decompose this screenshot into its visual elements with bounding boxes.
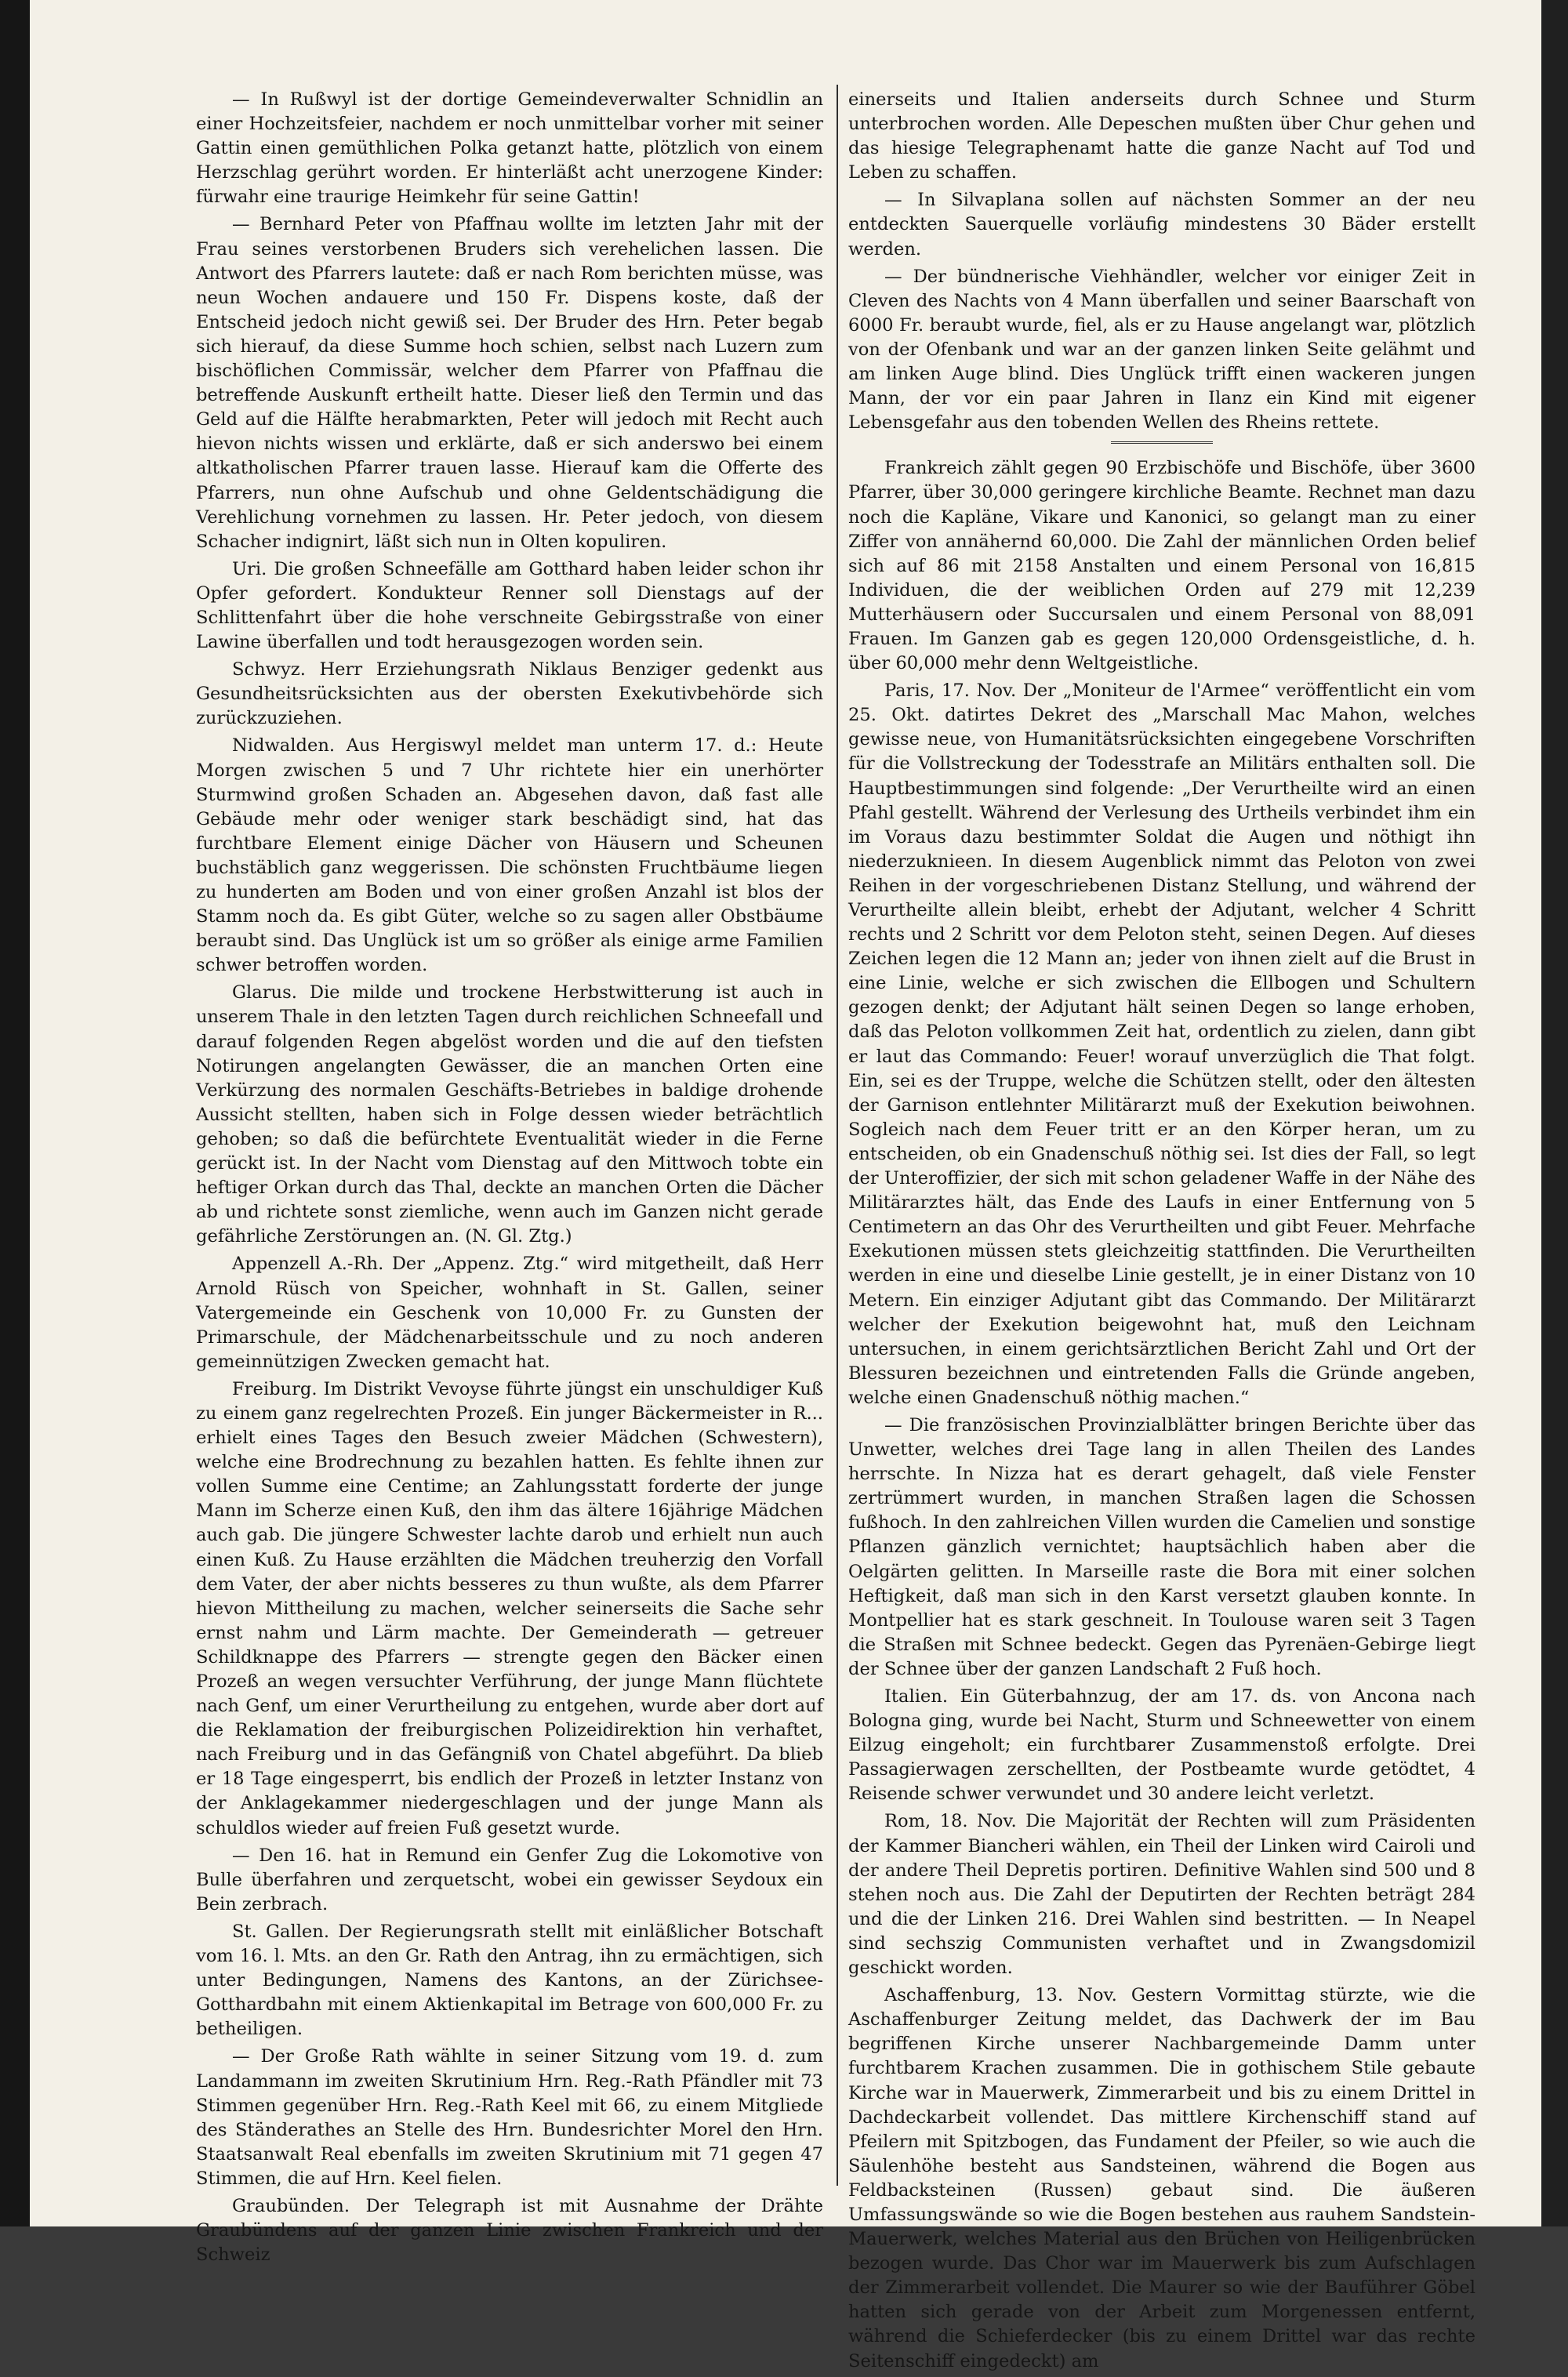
article-nidwalden: Nidwalden. Aus Hergiswyl meldet man unterm 17. d.: Heute Morgen zwischen 5 und 7 Uhr richtete hier ein unerhörter Sturmwind großen Schaden an. Abgesehen davon, daß fast alle Gebäude mehr oder weniger stark beschädigt sind, hat das furchtbare Element einige Dächer von Häusern und Scheunen buchstäblich ganz weggerissen. Die schönsten Fruchtbäume liegen zu hunderten am Boden und von einer großen Anzahl ist blos der Stamm noch da. Es gibt Güter, welche so zu sagen aller Obstbäume beraubt sind. Das Unglück ist um so größer als einige arme Familien schwer betroffen worden. [196,735,823,976]
article-viehhaendler: — Der bündnerische Viehhändler, welcher vor einiger Zeit in Cleven des Nachts von 4 Mann überfallen und seiner Baarschaft von 6000 Fr. beraubt wurde, fiel, als er zu Hause angelangt war, plötzlich von der Ofenbank und war an der ganzen linken Seite gelähmt und am linken Auge blind. Dies Unglück trifft einen wackeren jungen Mann, der vor ein paar Jahren in Ilanz ein Kind mit eigener Lebensgefahr aus den tobenden Wellen des Rheins rettete. [848,266,1475,434]
article-graubuenden-continued: einerseits und Italien anderseits durch Schnee und Sturm unterbrochen worden. Alle Depeschen mußten über Chur gehen und das hiesige Telegraphenamt hatte die ganze Nacht auf Tod und Leben zu schaffen. [848,89,1475,183]
article-paris: Paris, 17. Nov. Der „Moniteur de l'Armee“ veröffentlicht ein vom 25. Okt. datirtes Dekret des „Marschall Mac Mahon, welches gewisse neue, von Humanitätsrücksichten eingegebene Vorschriften für die Vollstreckung der Todesstrafe an Militärs enthalten soll. Die Hauptbestimmungen sind folgende: „Der Verurtheilte wird an einen Pfahl gestellt. Während der Verlesung des Urtheils verbindet ihm ein im Voraus dazu bestimmter Soldat die Augen und nöthigt ihn niederzuknieen. In diesem Augenblick nimmt das Peloton von zwei Reihen in der vorgeschriebenen Distanz Stellung, und während der Verurtheilte allein bleibt, erhebt der Adjutant, welcher 4 Schritt rechts und 2 Schritt vor dem Peloton steht, seinen Degen. Auf dieses Zeichen legen die 12 Mann an; jeder von ihnen zielt auf die Brust in eine Linie, welche er sich zwischen die Ellbogen und Schultern gezogen denkt; der Adjutant hält seinen Degen so lange erhoben, daß das Peloton vollkommen Zeit hat, ordentlich zu zielen, dann gibt er laut das Commando: Feuer! worauf unverzüglich die That folgt. Ein, sei es der Truppe, welche die Schützen stellt, oder den ältesten der Garnison entlehnter Militärarzt muß der Exekution beiwohnen. Sogleich nach dem Feuer tritt er an den Körper heran, um zu entscheiden, ob ein Gnadenschuß nöthig sei. Ist dies der Fall, so legt der Unteroffizier, der sich mit schon geladener Waffe in der Nähe des Militärarztes hält, das Ende des Laufs in einer Entfernung von 5 Centimetern an das Ohr des Verurtheilten und gibt Feuer. Mehrfache Exekutionen müssen stets gleichzeitig stattfinden. Die Verurtheilten werden in eine und dieselbe Linie gestellt, je in einer Distanz von 10 Metern. Ein einziger Adjutant gibt das Commando. Der Militärarzt welcher der Exekution beigewohnt hat, muß den Leichnam untersuchen, in einem gerichtsärztlichen Bericht Zahl und Ort der Blessuren bezeichnen und eintretenden Falls die Gründe angeben, welche einen Gnadenschuß nöthig machen.“ [848,680,1475,1408]
section-separator [1111,441,1213,445]
column-divider [837,85,838,2186]
left-column [196,88,823,2270]
article-silvaplana: — In Silvaplana sollen auf nächsten Sommer an der neu entdeckten Sauerquelle vorläufig mindestens 30 Bäder erstellt werden. [848,190,1475,259]
article-freiburg: Freiburg. Im Distrikt Vevoyse führte jüngst ein unschuldiger Kuß zu einem ganz regelrechten Prozeß. Ein junger Bäckermeister in R... erhielt eines Tages den Besuch zweier Mädchen (Schwestern), welche eine Brodrechnung zu bezahlen hatten. Es fehlte ihnen zur vollen Summe eine Centime; an Zahlungsstatt forderte der junge Mann im Scherze einen Kuß, den ihm das ältere 16jährige Mädchen auch gab. Die jüngere Schwester lachte darob und erhielt nun auch einen Kuß. Zu Hause erzählten die Mädchen treuherzig den Vorfall dem Vater, der aber nichts besseres zu thun wußte, als dem Pfarrer hievon Mittheilung zu machen, welcher seinerseits die Sache sehr ernst nahm und Lärm machte. Der Gemeinderath — getreuer Schildknappe des Pfarrers — strengte gegen den Bäcker einen Prozeß an wegen versuchter Verführung, der junge Mann flüchtete nach Genf, um einer Verurtheilung zu entgehen, wurde aber dort auf die Reklamation der freiburgischen Polizeidirektion hin verhaftet, nach Freiburg und in das Gefängniß von Chatel abgeführt. Da blieb er 18 Tage eingesperrt, bis endlich der Prozeß in letzter Instanz von der Anklagekammer niedergeschlagen und der junge Mann als schuldlos wieder auf freien Fuß gesetzt wurde. [196,1378,823,1838]
article-aschaffenburg: Aschaffenburg, 13. Nov. Gestern Vormittag stürzte, wie die Aschaffenburger Zeitung meldet, das Dachwerk der im Bau begriffenen Kirche unserer Nachbargemeinde Damm unter furchtbarem Krachen zusammen. Die in gothischem Stile gebaute Kirche war in Mauerwerk, Zimmerarbeit und bis zu einem Drittel in Dachdeckarbeit vollendet. Das mittlere Kirchenschiff stand auf Pfeilern mit Spitzbogen, das Fundament der Pfeiler, so wie auch die Säulenhöhe besteht aus Sandsteinen, während die Bogen aus Feldbacksteinen (Russen) gebaut sind. Die äußeren Umfassungswände so wie die Bogen bestehen aus rauhem Sandstein-Mauerwerk, welches Material aus den Brüchen von Heiligenbrücken bezogen wurde. Das Chor war im Mauerwerk bis zum Aufschlagen der Zimmerarbeit vollendet. Die Maurer so wie der Bauführer Göbel hatten sich gerade von der Arbeit zum Morgenessen entfernt, während die Schieferdecker (bis zu einem Drittel war das rechte Seitenschiff eingedeckt) am [848,1985,1475,2372]
article-schwyz: Schwyz. Herr Erziehungsrath Niklaus Benziger gedenkt aus Gesundheitsrücksichten aus der obersten Exekutivbehörde sich zurückzuziehen. [196,659,823,729]
article-rom: Rom, 18. Nov. Die Majorität der Rechten will zum Präsidenten der Kammer Biancheri wählen, ein Theil der Linken wird Cairoli und der andere Theil Depretis portiren. Definitive Wahlen sind 500 und 8 stehen noch aus. Die Zahl der Deputirten der Rechten beträgt 284 und die der Linken 216. Drei Wahlen sind bestritten. — In Neapel sind sechszig Communisten verhaftet und in Zwangsdomizil geschickt worden. [848,1811,1475,1979]
article-uri: Uri. Die großen Schneefälle am Gotthard haben leider schon ihr Opfer gefordert. Kondukteur Renner soll Dienstags auf der Schlittenfahrt über die hohe verschneite Gebirgsstraße von einer Lawine überfallen und todt herausgezogen worden sein. [196,558,823,653]
article-remund: — Den 16. hat in Remund ein Genfer Zug die Lokomotive von Bulle überfahren und zerquetscht, wobei ein gewisser Seydoux ein Bein zerbrach. [196,1845,823,1914]
article-provinzialblaetter: — Die französischen Provinzialblätter bringen Berichte über das Unwetter, welches drei Tage lang in allen Theilen des Landes herrschte. In Nizza hat es derart gehagelt, daß viele Fenster zertrümmert wurden, in manchen Straßen lagen die Schossen fußhoch. In den zahlreichen Villen wurden die Camelien und sonstige Pflanzen gänzlich vernichtet; hauptsächlich haben aber die Oelgärten gelitten. In Marseille raste die Bora mit einer solchen Heftigkeit, daß man sich in den Karst versetzt glauben konnte. In Montpellier hat es stark geschneit. In Toulouse waren seit 3 Tagen die Straßen mit Schnee bedeckt. Gegen das Pyrenäen-Gebirge liegt der Schnee über der ganzen Landschaft 2 Fuß hoch. [848,1414,1475,1679]
article-st-gallen: St. Gallen. Der Regierungsrath stellt mit einläßlicher Botschaft vom 16. l. Mts. an den Gr. Rath den Antrag, ihn zu ermächtigen, sich unter Bedingungen, Namens des Kantons, an der Zürichsee-Gotthardbahn mit einem Aktienkapital im Betrage von 600,000 Fr. zu betheiligen. [196,1921,823,2040]
article-grosse-rath: — Der Große Rath wählte in seiner Sitzung vom 19. d. zum Landammann im zweiten Skrutinium Hrn. Reg.-Rath Pfändler mit 73 Stimmen gegenüber Hrn. Reg.-Rath Keel mit 66, zu einem Mitgliede des Ständerathes an Stelle des Hrn. Bundesrichter Morel den Hrn. Staatsanwalt Real ebenfalls im zweiten Skrutinium mit 71 gegen 47 Stimmen, die auf Hrn. Keel fielen. [196,2046,823,2189]
article-appenzell: Appenzell A.-Rh. Der „Appenz. Ztg.“ wird mitgetheilt, daß Herr Arnold Rüsch von Speicher, wohnhaft in St. Gallen, seiner Vatergemeinde ein Geschenk von 10,000 Fr. zu Gunsten der Primarschule, der Mädchenarbeitsschule und zu noch anderen gemeinnützigen Zwecken gemacht hat. [196,1254,823,1372]
article-russwyl: — In Rußwyl ist der dortige Gemeindeverwalter Schnidlin an einer Hochzeitsfeier, nachdem er noch unmittelbar vorher mit seiner Gattin einen gemüthlichen Polka getanzt hatte, plötzlich von einem Herzschlag gerührt worden. Er hinterläßt acht unerzogene Kinder: fürwahr eine traurige Heimkehr für seine Gattin! [196,89,823,208]
article-frankreich: Frankreich zählt gegen 90 Erzbischöfe und Bischöfe, über 3600 Pfarrer, über 30,000 geringere kirchliche Beamte. Rechnet man dazu noch die Kapläne, Vikare und Kanonici, so gelangt man zu einer Ziffer von annähernd 60,000. Die Zahl der männlichen Orden belief sich auf 86 mit 2158 Anstalten und einem Personal von 16,815 Individuen, die der weiblichen Orden auf 279 mit 12,239 Mutterhäusern oder Succursalen und einem Personal von 88,091 Frauen. Im Ganzen gab es gegen 120,000 Ordensgeistliche, d. h. über 60,000 mehr denn Weltgeistliche. [848,458,1475,674]
article-italien: Italien. Ein Güterbahnzug, der am 17. ds. von Ancona nach Bologna ging, wurde bei Nacht, Sturm und Schneewetter von einem Eilzug eingeholt; ein furchtbarer Zusammenstoß erfolgte. Drei Passagierwagen zerschellten, der Postbeamte wurde getödtet, 4 Reisende schwer verwundet und 30 andere leicht verletzt. [848,1686,1475,1805]
scan-right-edge [1541,0,1568,2226]
right-column [848,88,1475,2377]
article-graubuenden: Graubünden. Der Telegraph ist mit Ausnahme der Drähte Graubündens auf der ganzen Linie zwischen Frankreich und der Schweiz [196,2195,823,2266]
article-glarus: Glarus. Die milde und trockene Herbstwitterung ist auch in unserem Thale in den letzten Tagen durch reichlichen Schneefall und darauf folgenden Regen abgelöst worden und die auf den tiefsten Notirungen angelangten Gewässer, die an manchen Orten eine Verkürzung des normalen Geschäfts-Betriebes in baldige drohende Aussicht stellten, haben sich in Folge dessen wieder beträchtlich gehoben; so daß die befürchtete Eventualität wieder in die Ferne gerückt ist. In der Nacht vom Dienstag auf den Mittwoch tobte ein heftiger Orkan durch das Thal, deckte an manchen Orten die Dächer ab und richtete sonst ziemliche, wenn auch im Ganzen nicht gerade gefährliche Zerstörungen an. (N. Gl. Ztg.) [196,982,823,1247]
article-pfaffnau: — Bernhard Peter von Pfaffnau wollte im letzten Jahr mit der Frau seines verstorbenen Bruders sich verehelichen lassen. Die Antwort des Pfarrers lautete: daß er nach Rom berichten müsse, was neun Wochen andauere und 150 Fr. Dispens koste, daß der Entscheid jedoch nicht gewiß sei. Der Bruder des Hrn. Peter begab sich hierauf, da diese Summe hoch schien, selbst nach Luzern zum bischöflichen Commissär, welcher dem Pfarrer von Pfaffnau die betreffende Auskunft ertheilt hatte. Dieser ließ den Termin und das Geld auf die Hälfte herabmarkten, Peter will jedoch mit Recht auch hievon nichts wissen und erklärte, daß er sich anderswo bei einem altkatholischen Pfarrer trauen lasse. Hierauf kam die Offerte des Pfarrers, nun ohne Aufschub und ohne Geldentschädigung die Verehlichung vornehmen zu lassen. Hr. Peter jedoch, von diesem Schacher indignirt, läßt sich nun in Olten kopuliren. [196,214,823,552]
scan-left-edge [0,0,30,2226]
